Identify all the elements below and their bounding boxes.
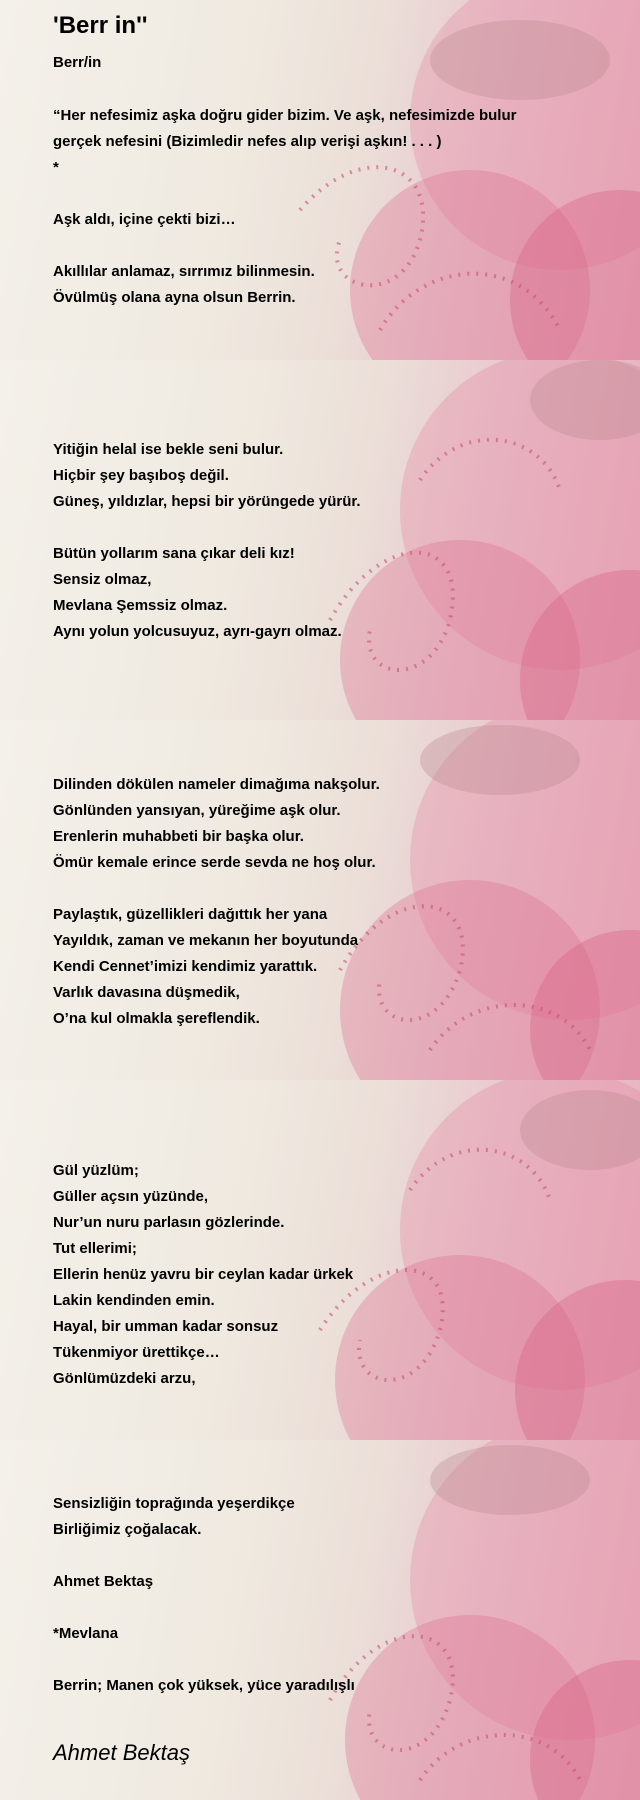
poem-line: Güller açsın yüzünde, xyxy=(53,1188,209,1205)
poem-line: Güneş, yıldızlar, hepsi bir yörüngede yürür. xyxy=(53,493,361,510)
poem-line: Akıllılar anlamaz, sırrımız bilinmesin. xyxy=(53,263,315,280)
poem-line: Aynı yolun yolcusuyuz, ayrı-gayrı olmaz. xyxy=(53,623,342,640)
author-signature: Ahmet Bektaş xyxy=(53,1740,190,1765)
poem-line: Hayal, bir umman kadar sonsuz xyxy=(53,1318,279,1335)
poem-line: Nur’un nuru parlasın gözlerinde. xyxy=(53,1214,285,1231)
poem-line: Sensiz olmaz, xyxy=(53,571,152,588)
poem-line: Dilinden dökülen nameler dimağıma nakşolur. xyxy=(53,776,380,793)
poem-line: Paylaştık, güzellikleri dağıttık her yana xyxy=(53,906,328,923)
poem-line: Aşk aldı, içine çekti bizi… xyxy=(53,211,236,228)
poem-line: Ellerin henüz yavru bir ceylan kadar ürkek xyxy=(53,1266,354,1283)
poem-line: Gönlümüzdeki arzu, xyxy=(53,1370,196,1387)
poem-line: Yayıldık, zaman ve mekanın her boyutunda xyxy=(53,932,359,949)
floral-decoration xyxy=(0,360,640,720)
poem-footnote: *Mevlana xyxy=(53,1625,119,1642)
poem-line: Hiçbir şey başıboş değil. xyxy=(53,467,229,484)
poem-line: * xyxy=(53,159,59,176)
poem-line: Övülmüş olana ayna olsun Berrin. xyxy=(53,289,296,306)
poem-line: Sensizliğin toprağında yeşerdikçe xyxy=(53,1495,295,1512)
poem-line: Ömür kemale erince serde sevda ne hoş olur. xyxy=(53,854,376,871)
poem-line: Tut ellerimi; xyxy=(53,1240,137,1257)
poem-line: Birliğimiz çoğalacak. xyxy=(53,1521,202,1538)
poem-line: Kendi Cennet’imizi kendimiz yarattık. xyxy=(53,958,318,975)
poem-line: Yitiğin helal ise bekle seni bulur. xyxy=(53,441,284,458)
poem-line: Tükenmiyor ürettikçe… xyxy=(53,1344,220,1361)
poem-line: Gül yüzlüm; xyxy=(53,1162,139,1179)
floral-background-panel xyxy=(0,360,640,720)
poem-author: Ahmet Bektaş xyxy=(53,1573,154,1590)
poem-title: 'Berr in'' xyxy=(53,12,148,39)
poem-line: “Her nefesimiz aşka doğru gider bizim. Ve aşk, nefesimizde bulur xyxy=(53,107,517,124)
poem-footnote: Berrin; Manen çok yüksek, yüce yaradılışlı xyxy=(53,1677,355,1694)
poem-line: Lakin kendinden emin. xyxy=(53,1292,215,1309)
poem-subtitle: Berr/in xyxy=(53,54,102,71)
poem-line: O’na kul olmakla şereflendik. xyxy=(53,1010,260,1027)
poem-line: Bütün yollarım sana çıkar deli kız! xyxy=(53,545,295,562)
poem-line: Erenlerin muhabbeti bir başka olur. xyxy=(53,828,304,845)
poem-line: Gönlünden yansıyan, yüreğime aşk olur. xyxy=(53,802,341,819)
poem-line: Varlık davasına düşmedik, xyxy=(53,984,240,1001)
poem-line: gerçek nefesini (Bizimledir nefes alıp verişi aşkın! . . . ) xyxy=(53,133,442,150)
poem-line: Mevlana Şemssiz olmaz. xyxy=(53,597,228,614)
